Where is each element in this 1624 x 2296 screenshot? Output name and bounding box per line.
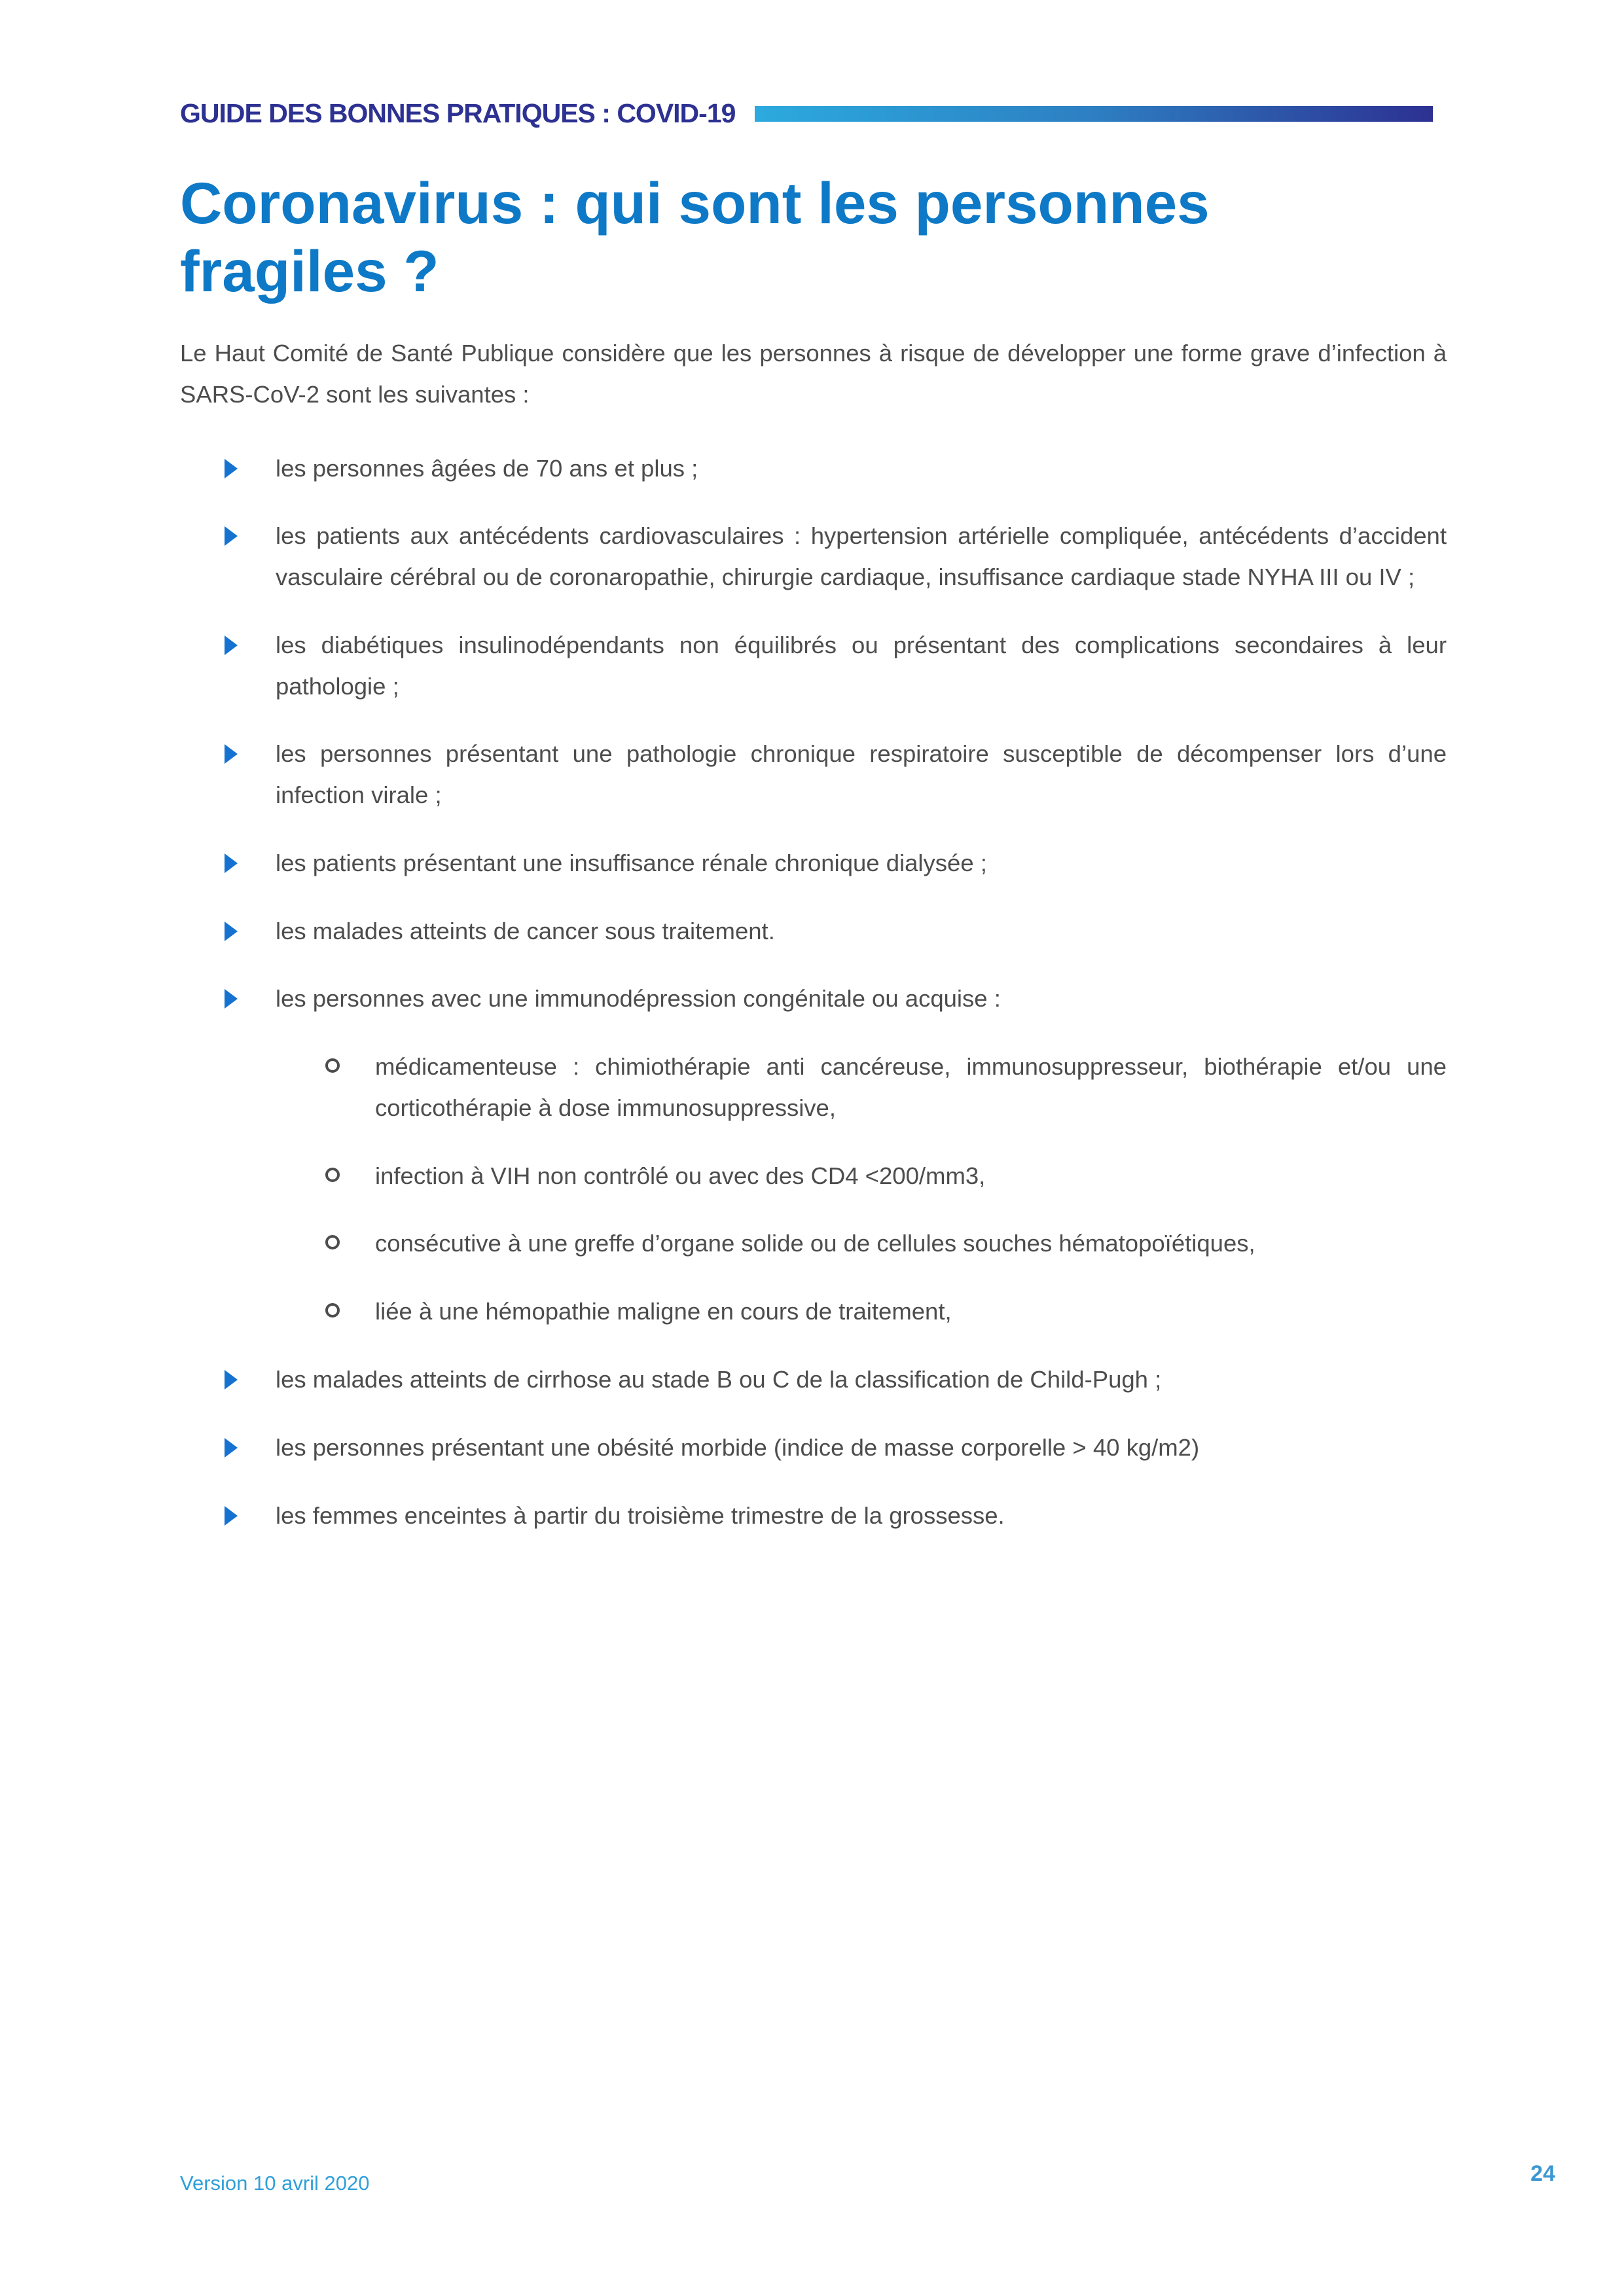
list-item (180, 1359, 1447, 1401)
list-item-text: les diabétiques insulinodépendants non équilibrés ou présentant des complications secondaires à leur pathologie ; (276, 631, 1447, 700)
page-header (180, 98, 1433, 129)
arrow-bullet-icon (225, 1370, 238, 1390)
list-item-text: les malades atteints de cancer sous traitement. (276, 917, 775, 944)
header-banner-title: GUIDE DES BONNES PRATIQUES : COVID-19 (180, 98, 736, 128)
circle-bullet-icon (325, 1303, 340, 1318)
page-title: Coronavirus : qui sont les personnes fragiles ? (180, 170, 1210, 304)
circle-bullet-icon (325, 1058, 340, 1073)
risk-list (180, 448, 1447, 1537)
list-item-text: les femmes enceintes à partir du troisième trimestre de la grossesse. (276, 1501, 1005, 1529)
list-item (180, 1496, 1447, 1537)
sub-list-item (180, 1047, 1447, 1129)
list-item-text: les patients aux antécédents cardiovasculaires : hypertension artérielle compliquée, antécédents d’accident vasculaire cérébral ou de coronaropathie, chirurgie cardiaque, insuffisance cardiaque stade NYHA III ou IV ; (276, 522, 1447, 591)
sub-list-item (180, 1223, 1447, 1265)
arrow-bullet-icon (225, 1438, 238, 1458)
footer-version-label: Version 10 avril 2020 (180, 2172, 370, 2195)
list-item (180, 625, 1447, 708)
list-item-text: les personnes présentant une pathologie chronique respiratoire susceptible de décompenser lors d’une infection virale ; (276, 740, 1447, 809)
header-gradient-bar (755, 106, 1433, 122)
list-item (180, 734, 1447, 816)
main-content (180, 169, 1447, 1563)
list-item-text: les personnes avec une immunodépression congénitale ou acquise : (276, 985, 1001, 1013)
arrow-bullet-icon (225, 989, 238, 1009)
arrow-bullet-icon (225, 922, 238, 941)
list-item-text: les malades atteints de cirrhose au stade B ou C de la classification de Child-Pugh ; (276, 1366, 1162, 1393)
list-item (180, 911, 1447, 952)
arrow-bullet-icon (225, 526, 238, 546)
list-item-text: infection à VIH non contrôlé ou avec des CD4 <200/mm3, (375, 1162, 986, 1189)
list-item-text: consécutive à une greffe d’organe solide ou de cellules souches hématopoïétiques, (375, 1230, 1255, 1257)
list-item-text: les patients présentant une insuffisance rénale chronique dialysée ; (276, 849, 987, 876)
list-item-text: médicamenteuse : chimiothérapie anti cancéreuse, immunosuppresseur, biothérapie et/ou une corticothérapie à dose immunosuppressive, (375, 1053, 1447, 1121)
circle-bullet-icon (325, 1235, 340, 1249)
arrow-bullet-icon (225, 636, 238, 655)
list-item (180, 978, 1447, 1020)
list-item-text: les personnes présentant une obésité morbide (indice de masse corporelle > 40 kg/m2) (276, 1433, 1200, 1461)
list-item-text: les personnes âgées de 70 ans et plus ; (276, 454, 698, 482)
list-item (180, 843, 1447, 884)
circle-bullet-icon (325, 1168, 340, 1182)
list-item (180, 516, 1447, 598)
list-item (180, 1427, 1447, 1469)
arrow-bullet-icon (225, 459, 238, 478)
sub-list-item (180, 1156, 1447, 1197)
list-item-text: liée à une hémopathie maligne en cours de traitement, (375, 1298, 952, 1325)
arrow-bullet-icon (225, 744, 238, 764)
arrow-bullet-icon (225, 1506, 238, 1526)
page-number: 24 (1530, 2161, 1555, 2186)
sub-list-item (180, 1291, 1447, 1333)
arrow-bullet-icon (225, 853, 238, 873)
intro-paragraph: Le Haut Comité de Santé Publique considère que les personnes à risque de développer une forme grave d’infection à SARS-CoV-2 sont les suivantes : (180, 340, 1447, 408)
list-item (180, 448, 1447, 490)
